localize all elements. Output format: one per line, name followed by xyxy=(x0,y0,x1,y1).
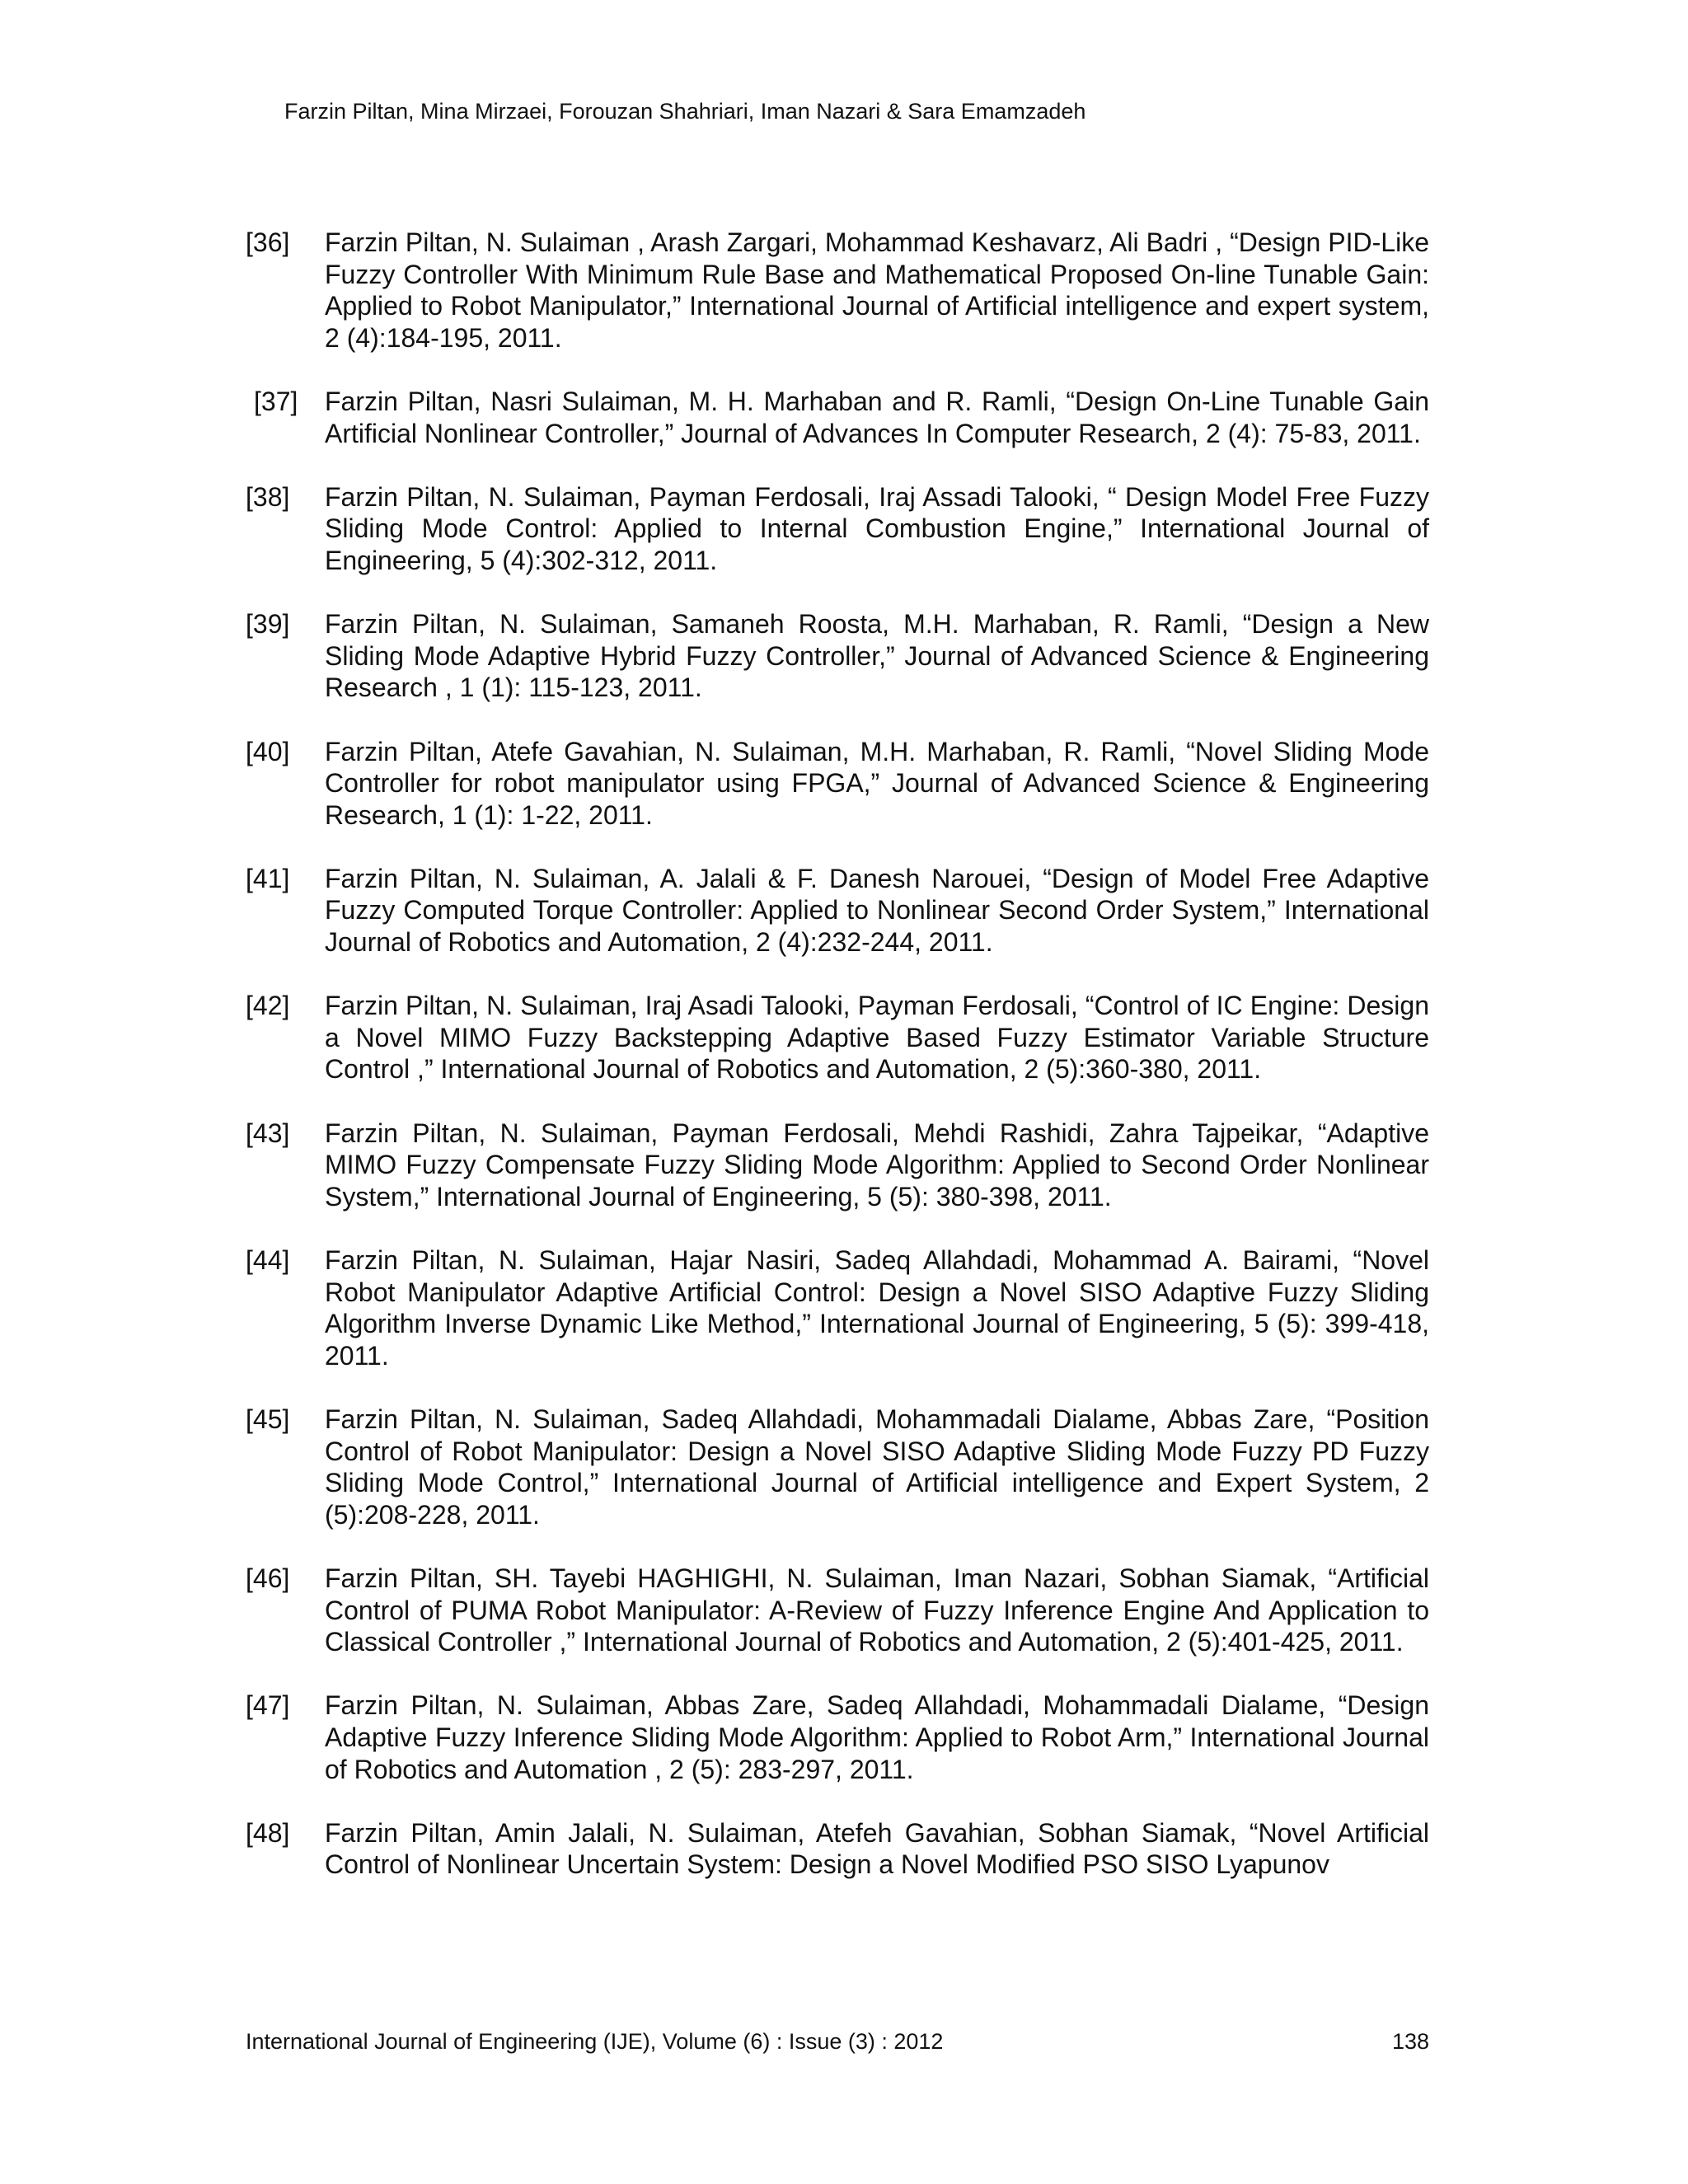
reference-text: Farzin Piltan, Nasri Sulaiman, M. H. Marhaban and R. Ramli, “Design On-Line Tunable Gain Artificial Nonlinear Controller,” Journal of Advances In Computer Research, 2 (4): 75-83, 2011. xyxy=(325,386,1429,448)
reference-number: [44] xyxy=(246,1245,290,1275)
reference-text: Farzin Piltan, Atefe Gavahian, N. Sulaiman, M.H. Marhaban, R. Ramli, “Novel Sliding Mode Controller for robot manipulator using FPGA,” Journal of Advanced Science & Engineering Research, 1 (1): 1-22, 2011. xyxy=(325,736,1429,830)
reference-entry-43 xyxy=(246,1118,1429,1213)
reference-text: Farzin Piltan, N. Sulaiman, Samaneh Roosta, M.H. Marhaban, R. Ramli, “Design a New Sliding Mode Adaptive Hybrid Fuzzy Controller,” Journal of Advanced Science & Engineering Research , 1 (1): 115-123, 2011. xyxy=(325,609,1429,703)
reference-number: [36] xyxy=(246,227,290,257)
running-header: Farzin Piltan, Mina Mirzaei, Forouzan Shahriari, Iman Nazari & Sara Emamzadeh xyxy=(284,99,1086,124)
reference-entry-36 xyxy=(246,227,1429,354)
reference-list xyxy=(246,227,1429,1912)
reference-text: Farzin Piltan, N. Sulaiman, Sadeq Allahdadi, Mohammadali Dialame, Abbas Zare, “Position Control of Robot Manipulator: Design a Novel SISO Adaptive Sliding Mode Fuzzy PD Fuzzy Sliding Mode Control,” International Journal of Artificial intelligence and Expert System, 2 (5):208-228, 2011. xyxy=(325,1404,1429,1530)
reference-entry-40 xyxy=(246,736,1429,832)
footer-journal-info: International Journal of Engineering (IJE), Volume (6) : Issue (3) : 2012 xyxy=(246,2029,944,2054)
reference-entry-46 xyxy=(246,1563,1429,1658)
reference-text: Farzin Piltan, N. Sulaiman, A. Jalali & F. Danesh Narouei, “Design of Model Free Adaptive Fuzzy Computed Torque Controller: Applied to Nonlinear Second Order System,” International Journal of Robotics and Automation, 2 (4):232-244, 2011. xyxy=(325,863,1429,958)
reference-entry-38 xyxy=(246,481,1429,577)
reference-entry-41 xyxy=(246,863,1429,958)
reference-number: [38] xyxy=(246,481,290,512)
reference-number: [39] xyxy=(246,609,290,640)
reference-entry-44 xyxy=(246,1244,1429,1371)
reference-number: [41] xyxy=(246,863,290,893)
reference-text: Farzin Piltan, N. Sulaiman, Iraj Asadi Talooki, Payman Ferdosali, “Control of IC Engine: Design a Novel MIMO Fuzzy Backstepping Adaptive Based Fuzzy Estimator Variable Structure Control ,” International Journal of Robotics and Automation, 2 (5):360-380, 2011. xyxy=(325,991,1429,1085)
reference-text: Farzin Piltan, N. Sulaiman, Abbas Zare, Sadeq Allahdadi, Mohammadali Dialame, “Design Adaptive Fuzzy Inference Sliding Mode Algorithm: Applied to Robot Arm,” International Journal of Robotics and Automation , 2 (5): 283-297, 2011. xyxy=(325,1690,1429,1784)
reference-entry-48 xyxy=(246,1817,1429,1881)
reference-number: [42] xyxy=(246,991,290,1021)
reference-text: Farzin Piltan, N. Sulaiman, Payman Ferdosali, Mehdi Rashidi, Zahra Tajpeikar, “Adaptive MIMO Fuzzy Compensate Fuzzy Sliding Mode Algorithm: Applied to Second Order Nonlinear System,” International Journal of Engineering, 5 (5): 380-398, 2011. xyxy=(325,1118,1429,1212)
reference-number: [40] xyxy=(246,736,290,766)
reference-number: [46] xyxy=(246,1563,290,1593)
reference-text: Farzin Piltan, SH. Tayebi HAGHIGHI, N. Sulaiman, Iman Nazari, Sobhan Siamak, “Artificial Control of PUMA Robot Manipulator: A-Review of Fuzzy Inference Engine And Application to Classical Controller ,” International Journal of Robotics and Automation, 2 (5):401-425, 2011. xyxy=(325,1563,1429,1657)
reference-entry-42 xyxy=(246,990,1429,1085)
reference-text: Farzin Piltan, Amin Jalali, N. Sulaiman, Atefeh Gavahian, Sobhan Siamak, “Novel Artificial Control of Nonlinear Uncertain System: Design a Novel Modified PSO SISO Lyapunov xyxy=(325,1817,1429,1880)
reference-number: [43] xyxy=(246,1118,290,1148)
reference-entry-47 xyxy=(246,1690,1429,1785)
reference-text: Farzin Piltan, N. Sulaiman, Hajar Nasiri, Sadeq Allahdadi, Mohammad A. Bairami, “Novel Robot Manipulator Adaptive Artificial Control: Design a Novel SISO Adaptive Fuzzy Sliding Algorithm Inverse Dynamic Like Method,” International Journal of Engineering, 5 (5): 399-418, 2011. xyxy=(325,1245,1429,1371)
page-number: 138 xyxy=(1391,2029,1429,2054)
reference-entry-45 xyxy=(246,1404,1429,1530)
reference-text: Farzin Piltan, N. Sulaiman, Payman Ferdosali, Iraj Assadi Talooki, “ Design Model Free Fuzzy Sliding Mode Control: Applied to Internal Combustion Engine,” International Journal of Engineering, 5 (4):302-312, 2011. xyxy=(325,481,1429,575)
reference-entry-39 xyxy=(246,608,1429,704)
reference-number: [45] xyxy=(246,1404,290,1434)
reference-text: Farzin Piltan, N. Sulaiman , Arash Zargari, Mohammad Keshavarz, Ali Badri , “Design PID-Like Fuzzy Controller With Minimum Rule Base and Mathematical Proposed On-line Tunable Gain: Applied to Robot Manipulator,” International Journal of Artificial intelligence and expert system, 2 (4):184-195, 2011. xyxy=(325,227,1429,353)
reference-number: [48] xyxy=(246,1817,290,1848)
reference-number: [47] xyxy=(246,1690,290,1721)
reference-entry-37 xyxy=(246,386,1429,449)
reference-number: [37] xyxy=(254,386,298,416)
